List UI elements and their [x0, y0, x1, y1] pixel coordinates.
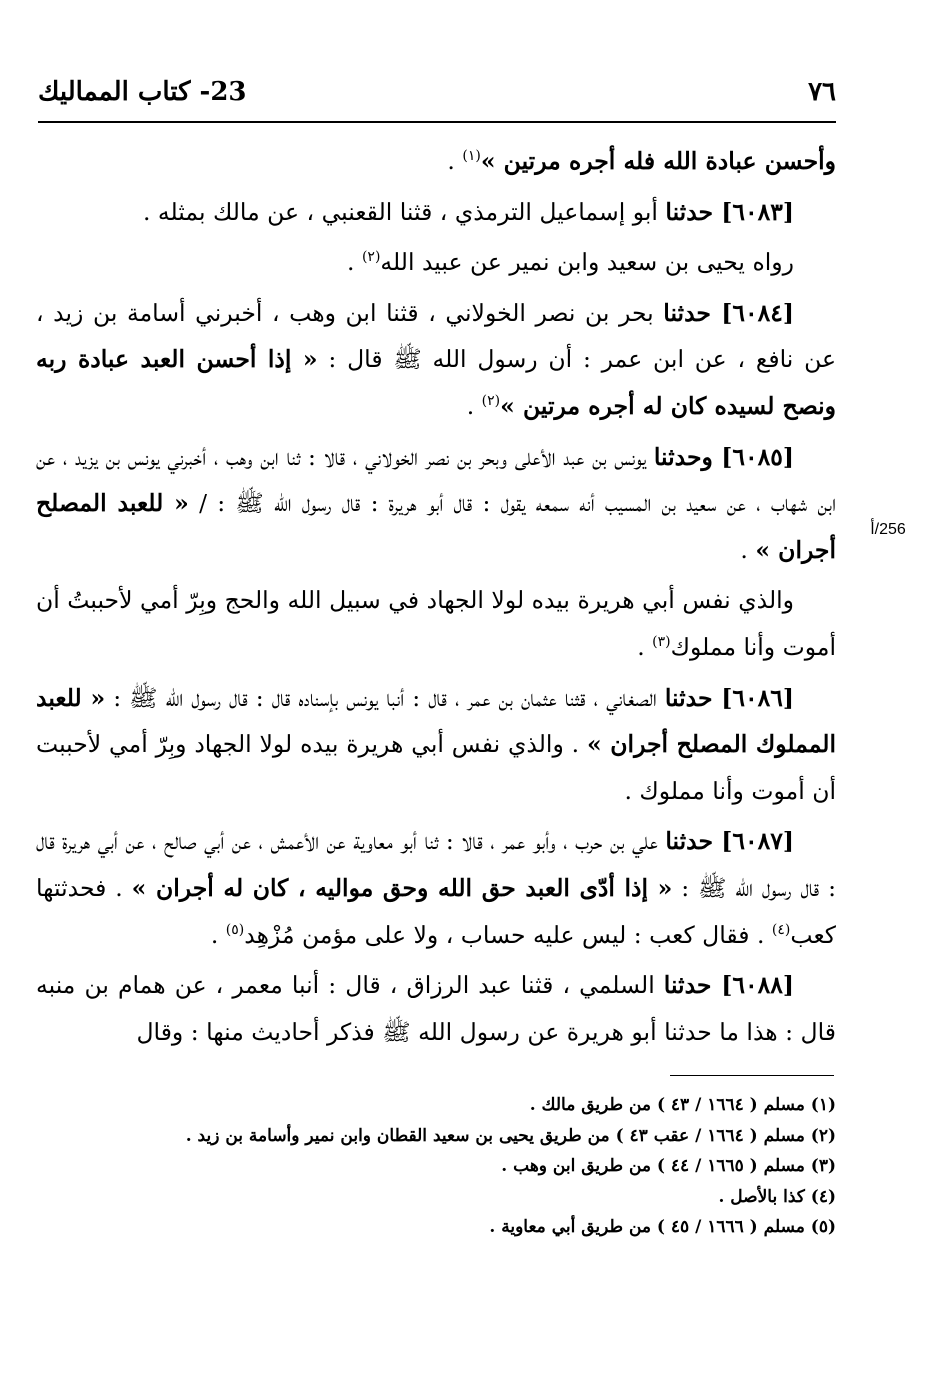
- paragraph-p6085b: [36, 577, 836, 670]
- text-run: [٦٠٨٣] حدثنا: [665, 197, 794, 226]
- footnote-ref: (٥): [225, 921, 245, 938]
- footnote-item: (١) مسلم ( ١٦٦٤ / ٤٣ ) من طريق مالك .: [529, 1095, 836, 1115]
- text-run: .: [447, 147, 463, 175]
- margin-folio-note: 256/أ: [870, 521, 906, 538]
- text-run: [٦٠٨٥] وحدثنا: [653, 442, 794, 471]
- page-header: [38, 72, 836, 112]
- text-run: بحر بن نصر الخولاني ، قثنا ابن وهب ، أخبرني أسامة بن زيد ، عن نافع ، عن ابن عمر : أن رسول الله ﷺ قال :: [36, 298, 836, 374]
- text-run: « إذا أحسن العبد عبادة ربه ونصح لسيده كان له أجره مرتين »: [36, 345, 836, 420]
- paragraph-p6084: [36, 290, 836, 430]
- main-text: [36, 138, 836, 1059]
- text-run: والذي نفس أبي هريرة بيده لولا الجهاد في سبيل الله والحج وبِرّ أمي لأحببتُ أن أموت وأنا مملوك: [36, 586, 836, 661]
- text-run: .: [637, 632, 653, 661]
- text-run: [٦٠٨٤] حدثنا: [663, 298, 794, 327]
- footnote-ref: (١): [462, 148, 481, 165]
- text-run: أبو إسماعيل الترمذي ، قثنا القعنبي ، عن مالك بمثله .: [142, 197, 666, 226]
- text-run: .: [740, 535, 756, 564]
- text-run: .: [210, 920, 226, 949]
- text-run: وأحسن عبادة الله فله أجره مرتين »: [480, 147, 836, 175]
- text-run: يونس بن عبد الأعلى وبحر بن نصر الخولاني ، قالا : ثنا ابن وهب ، أخبرني يونس بن يزيد ، عن ابن شهاب ، عن سعيد بن المسيب أنه سمعه يقول : قال أبو هريرة : قال رسول الله ﷺ : /: [36, 442, 836, 518]
- header-divider: [38, 121, 836, 123]
- text-run: « للعبد المملوك المصلح أجران »: [36, 683, 836, 759]
- footnote-item: (٤) كذا بالأصل .: [718, 1186, 836, 1207]
- text-run: [٦٠٨٨] حدثنا: [663, 971, 794, 1000]
- paragraph-p6087: [36, 818, 836, 958]
- footnote-ref: (٢): [361, 249, 381, 266]
- page-number: ٧٦: [808, 77, 836, 107]
- footnote-ref: (٢): [481, 393, 501, 410]
- text-run: [٦٠٨٦] حدثنا: [664, 683, 794, 712]
- paragraph-p6086: [36, 675, 836, 815]
- paragraph-p0: [36, 138, 836, 185]
- text-run: رواه يحيى بن سعيد وابن نمير عن عبيد الله: [380, 248, 794, 277]
- footnotes: [150, 1090, 836, 1243]
- text-run: [٦٠٨٧] حدثنا: [665, 827, 794, 856]
- book-title: 23- كتاب المماليك: [38, 77, 247, 107]
- text-run: علي بن حرب ، وأبو عمر ، قالا : ثنا أبو معاوية عن الأعمش ، عن أبي صالح ، عن أبي هريرة قال : قال رسول الله ﷺ :: [36, 827, 837, 902]
- footnote-item: (٣) مسلم ( ١٦٦٥ / ٤٤ ) من طريق ابن وهب .: [501, 1156, 836, 1176]
- paragraph-p6083: [36, 189, 836, 236]
- text-run: . والذي نفس أبي هريرة بيده لولا الجهاد وبِرّ أمي لأحببت أن أموت وأنا مملوك .: [36, 730, 836, 805]
- footnote-item: (٥) مسلم ( ١٦٦٦ / ٤٥ ) من طريق أبي معاوية .: [489, 1217, 836, 1237]
- text-run: السلمي ، قثنا عبد الرزاق ، قال : أنبا معمر ، عن همام بن منبه قال : هذا ما حدثنا أبو هريرة عن رسول الله ﷺ فذكر أحاديث منها : وقال: [36, 971, 836, 1046]
- paragraph-p6083b: [36, 239, 836, 286]
- text-run: . فحدثتها كعب: [36, 873, 836, 949]
- paragraph-p6088: [36, 962, 836, 1055]
- text-run: . فقال كعب : ليس عليه حساب ، ولا على مؤمن مُزْهِد: [244, 920, 772, 949]
- text-run: .: [346, 248, 362, 277]
- text-run: .: [466, 391, 482, 420]
- footnote-ref: (٣): [652, 634, 671, 651]
- paragraph-p6085: [36, 434, 836, 574]
- footnote-divider: [670, 1075, 834, 1076]
- text-run: الصغاني ، قثنا عثمان بن عمر ، قال : أنبا يونس بإسناده قال : قال رسول الله ﷺ :: [105, 683, 665, 712]
- text-run: « للعبد المصلح أجران »: [36, 489, 836, 564]
- footnote-item: (٢) مسلم ( ١٦٦٤ / عقب ٤٣ ) من طريق يحيى بن سعيد القطان وابن نمير وأسامة بن زيد .: [185, 1125, 836, 1146]
- text-run: « إذا أدّى العبد حق الله وحق مواليه ، كان له أجران »: [131, 873, 673, 902]
- footnote-ref: (٤): [771, 921, 791, 938]
